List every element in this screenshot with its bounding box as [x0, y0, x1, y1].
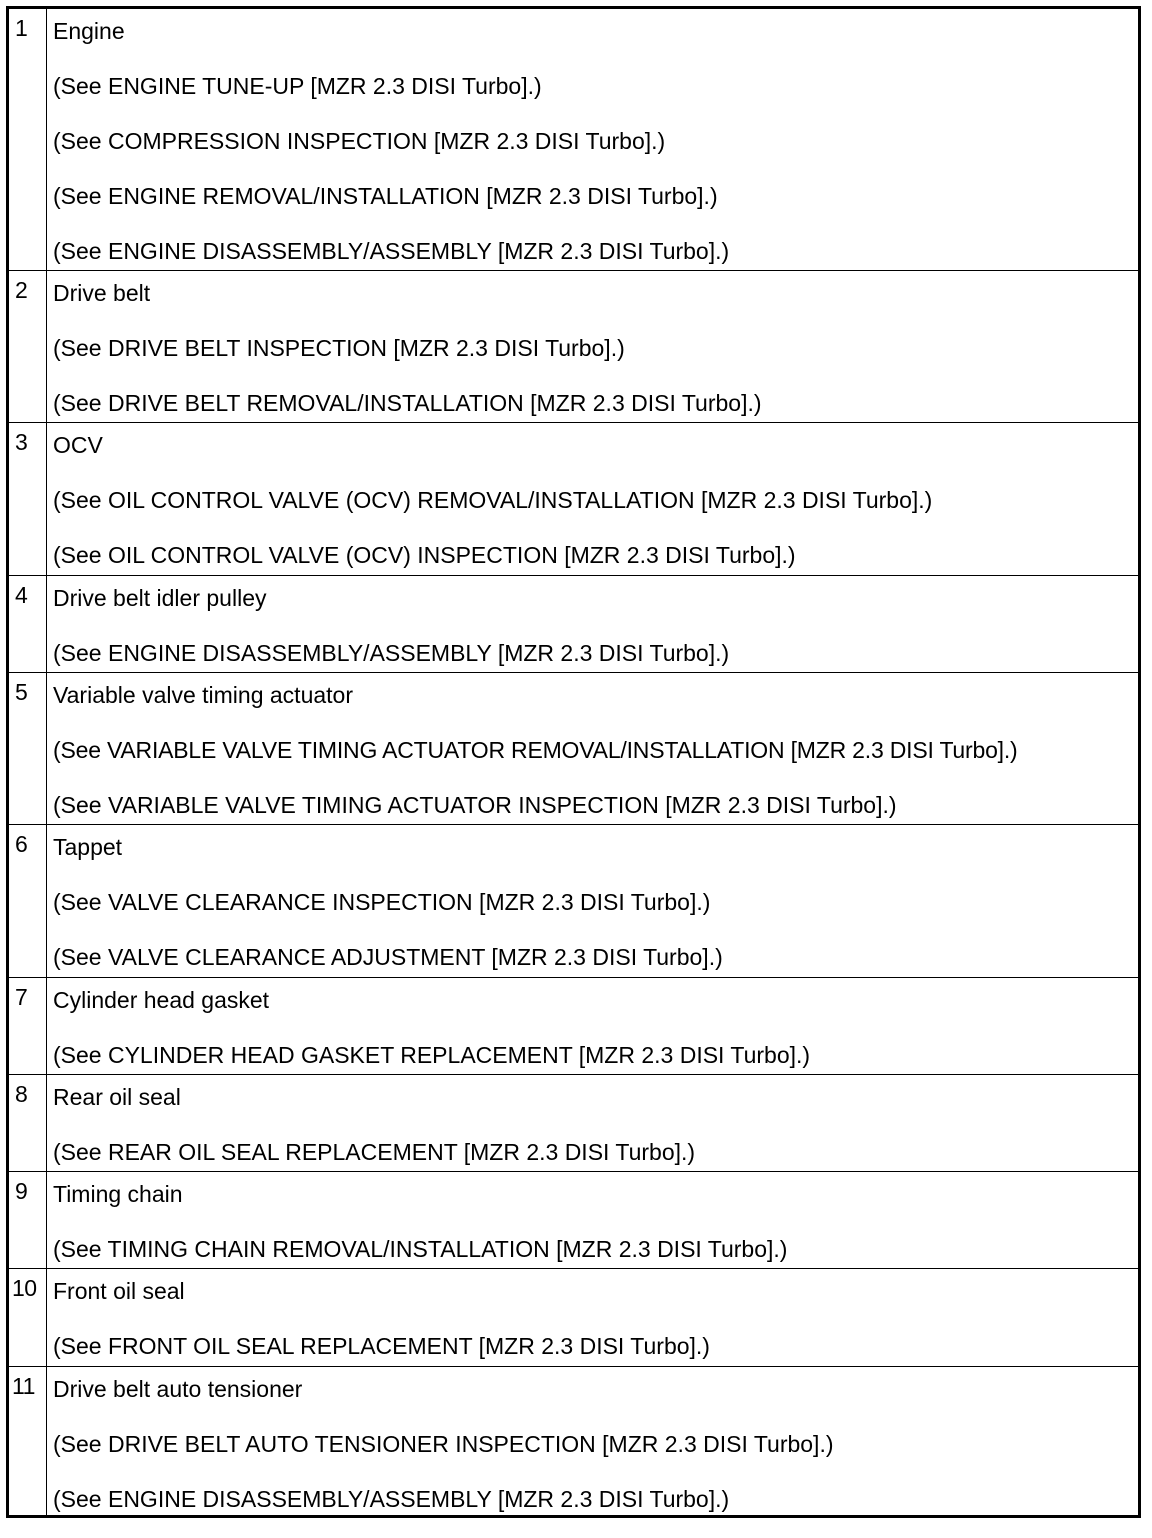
table-row [9, 1075, 1138, 1172]
component-name: Front oil seal [53, 1278, 185, 1304]
component-name: Tappet [53, 834, 123, 860]
component-name: Cylinder head gasket [53, 987, 270, 1013]
row-number: 8 [15, 1081, 28, 1107]
table-row [9, 1269, 1138, 1367]
component-name: OCV [53, 432, 103, 458]
component-name: Timing chain [53, 1181, 183, 1207]
component-name: Engine [53, 18, 125, 44]
row-content [53, 429, 1138, 594]
row-number: 2 [15, 277, 28, 303]
reference-link[interactable]: (See VARIABLE VALVE TIMING ACTUATOR REMOVAL/INSTALLATION [MZR 2.3 DISI Turbo].) [53, 737, 1018, 763]
table-row [9, 673, 1138, 825]
row-number: 4 [15, 582, 28, 608]
reference-link[interactable]: (See COMPRESSION INSPECTION [MZR 2.3 DISI Turbo].) [53, 128, 666, 154]
row-number: 5 [15, 679, 28, 705]
reference-link[interactable]: (See ENGINE REMOVAL/INSTALLATION [MZR 2.3 DISI Turbo].) [53, 183, 718, 209]
row-number: 7 [15, 984, 28, 1010]
reference-link[interactable]: (See CYLINDER HEAD GASKET REPLACEMENT [MZR 2.3 DISI Turbo].) [53, 1042, 811, 1068]
table-row [9, 1367, 1138, 1515]
reference-link[interactable]: (See DRIVE BELT AUTO TENSIONER INSPECTION [MZR 2.3 DISI Turbo].) [53, 1431, 834, 1457]
row-content [53, 15, 1138, 290]
reference-link[interactable]: (See DRIVE BELT INSPECTION [MZR 2.3 DISI Turbo].) [53, 335, 625, 361]
component-name: Drive belt auto tensioner [53, 1376, 303, 1402]
row-number: 6 [15, 831, 28, 857]
reference-link[interactable]: (See ENGINE DISASSEMBLY/ASSEMBLY [MZR 2.3 DISI Turbo].) [53, 1486, 730, 1512]
table-row [9, 825, 1138, 978]
component-name: Variable valve timing actuator [53, 682, 353, 708]
reference-link[interactable]: (See OIL CONTROL VALVE (OCV) INSPECTION [MZR 2.3 DISI Turbo].) [53, 542, 796, 568]
row-content [53, 277, 1138, 442]
row-number: 3 [15, 429, 28, 455]
reference-link[interactable]: (See DRIVE BELT REMOVAL/INSTALLATION [MZR 2.3 DISI Turbo].) [53, 390, 762, 416]
row-number: 11 [12, 1373, 35, 1399]
table-row [9, 978, 1138, 1075]
reference-link[interactable]: (See ENGINE TUNE-UP [MZR 2.3 DISI Turbo].) [53, 73, 542, 99]
table-row [9, 9, 1138, 271]
reference-link[interactable]: (See REAR OIL SEAL REPLACEMENT [MZR 2.3 DISI Turbo].) [53, 1139, 696, 1165]
component-name: Rear oil seal [53, 1084, 181, 1110]
component-name: Drive belt [53, 280, 151, 306]
component-reference-table [6, 6, 1141, 1518]
row-content [53, 831, 1138, 996]
reference-link[interactable]: (See FRONT OIL SEAL REPLACEMENT [MZR 2.3 DISI Turbo].) [53, 1333, 710, 1359]
row-number: 1 [15, 15, 28, 41]
row-number: 10 [12, 1275, 37, 1301]
row-content [53, 1373, 1138, 1538]
reference-link[interactable]: (See ENGINE DISASSEMBLY/ASSEMBLY [MZR 2.3 DISI Turbo].) [53, 640, 730, 666]
component-name: Drive belt idler pulley [53, 585, 267, 611]
reference-link[interactable]: (See TIMING CHAIN REMOVAL/INSTALLATION [MZR 2.3 DISI Turbo].) [53, 1236, 788, 1262]
table-row [9, 423, 1138, 576]
row-content [53, 679, 1138, 844]
reference-link[interactable]: (See VALVE CLEARANCE INSPECTION [MZR 2.3 DISI Turbo].) [53, 889, 711, 915]
reference-link[interactable]: (See OIL CONTROL VALVE (OCV) REMOVAL/INSTALLATION [MZR 2.3 DISI Turbo].) [53, 487, 933, 513]
table-row [9, 271, 1138, 423]
table-row [9, 576, 1138, 673]
reference-link[interactable]: (See ENGINE DISASSEMBLY/ASSEMBLY [MZR 2.3 DISI Turbo].) [53, 238, 730, 264]
table-row [9, 1172, 1138, 1269]
reference-link[interactable]: (See VARIABLE VALVE TIMING ACTUATOR INSPECTION [MZR 2.3 DISI Turbo].) [53, 792, 897, 818]
row-number: 9 [15, 1178, 28, 1204]
reference-link[interactable]: (See VALVE CLEARANCE ADJUSTMENT [MZR 2.3 DISI Turbo].) [53, 944, 723, 970]
